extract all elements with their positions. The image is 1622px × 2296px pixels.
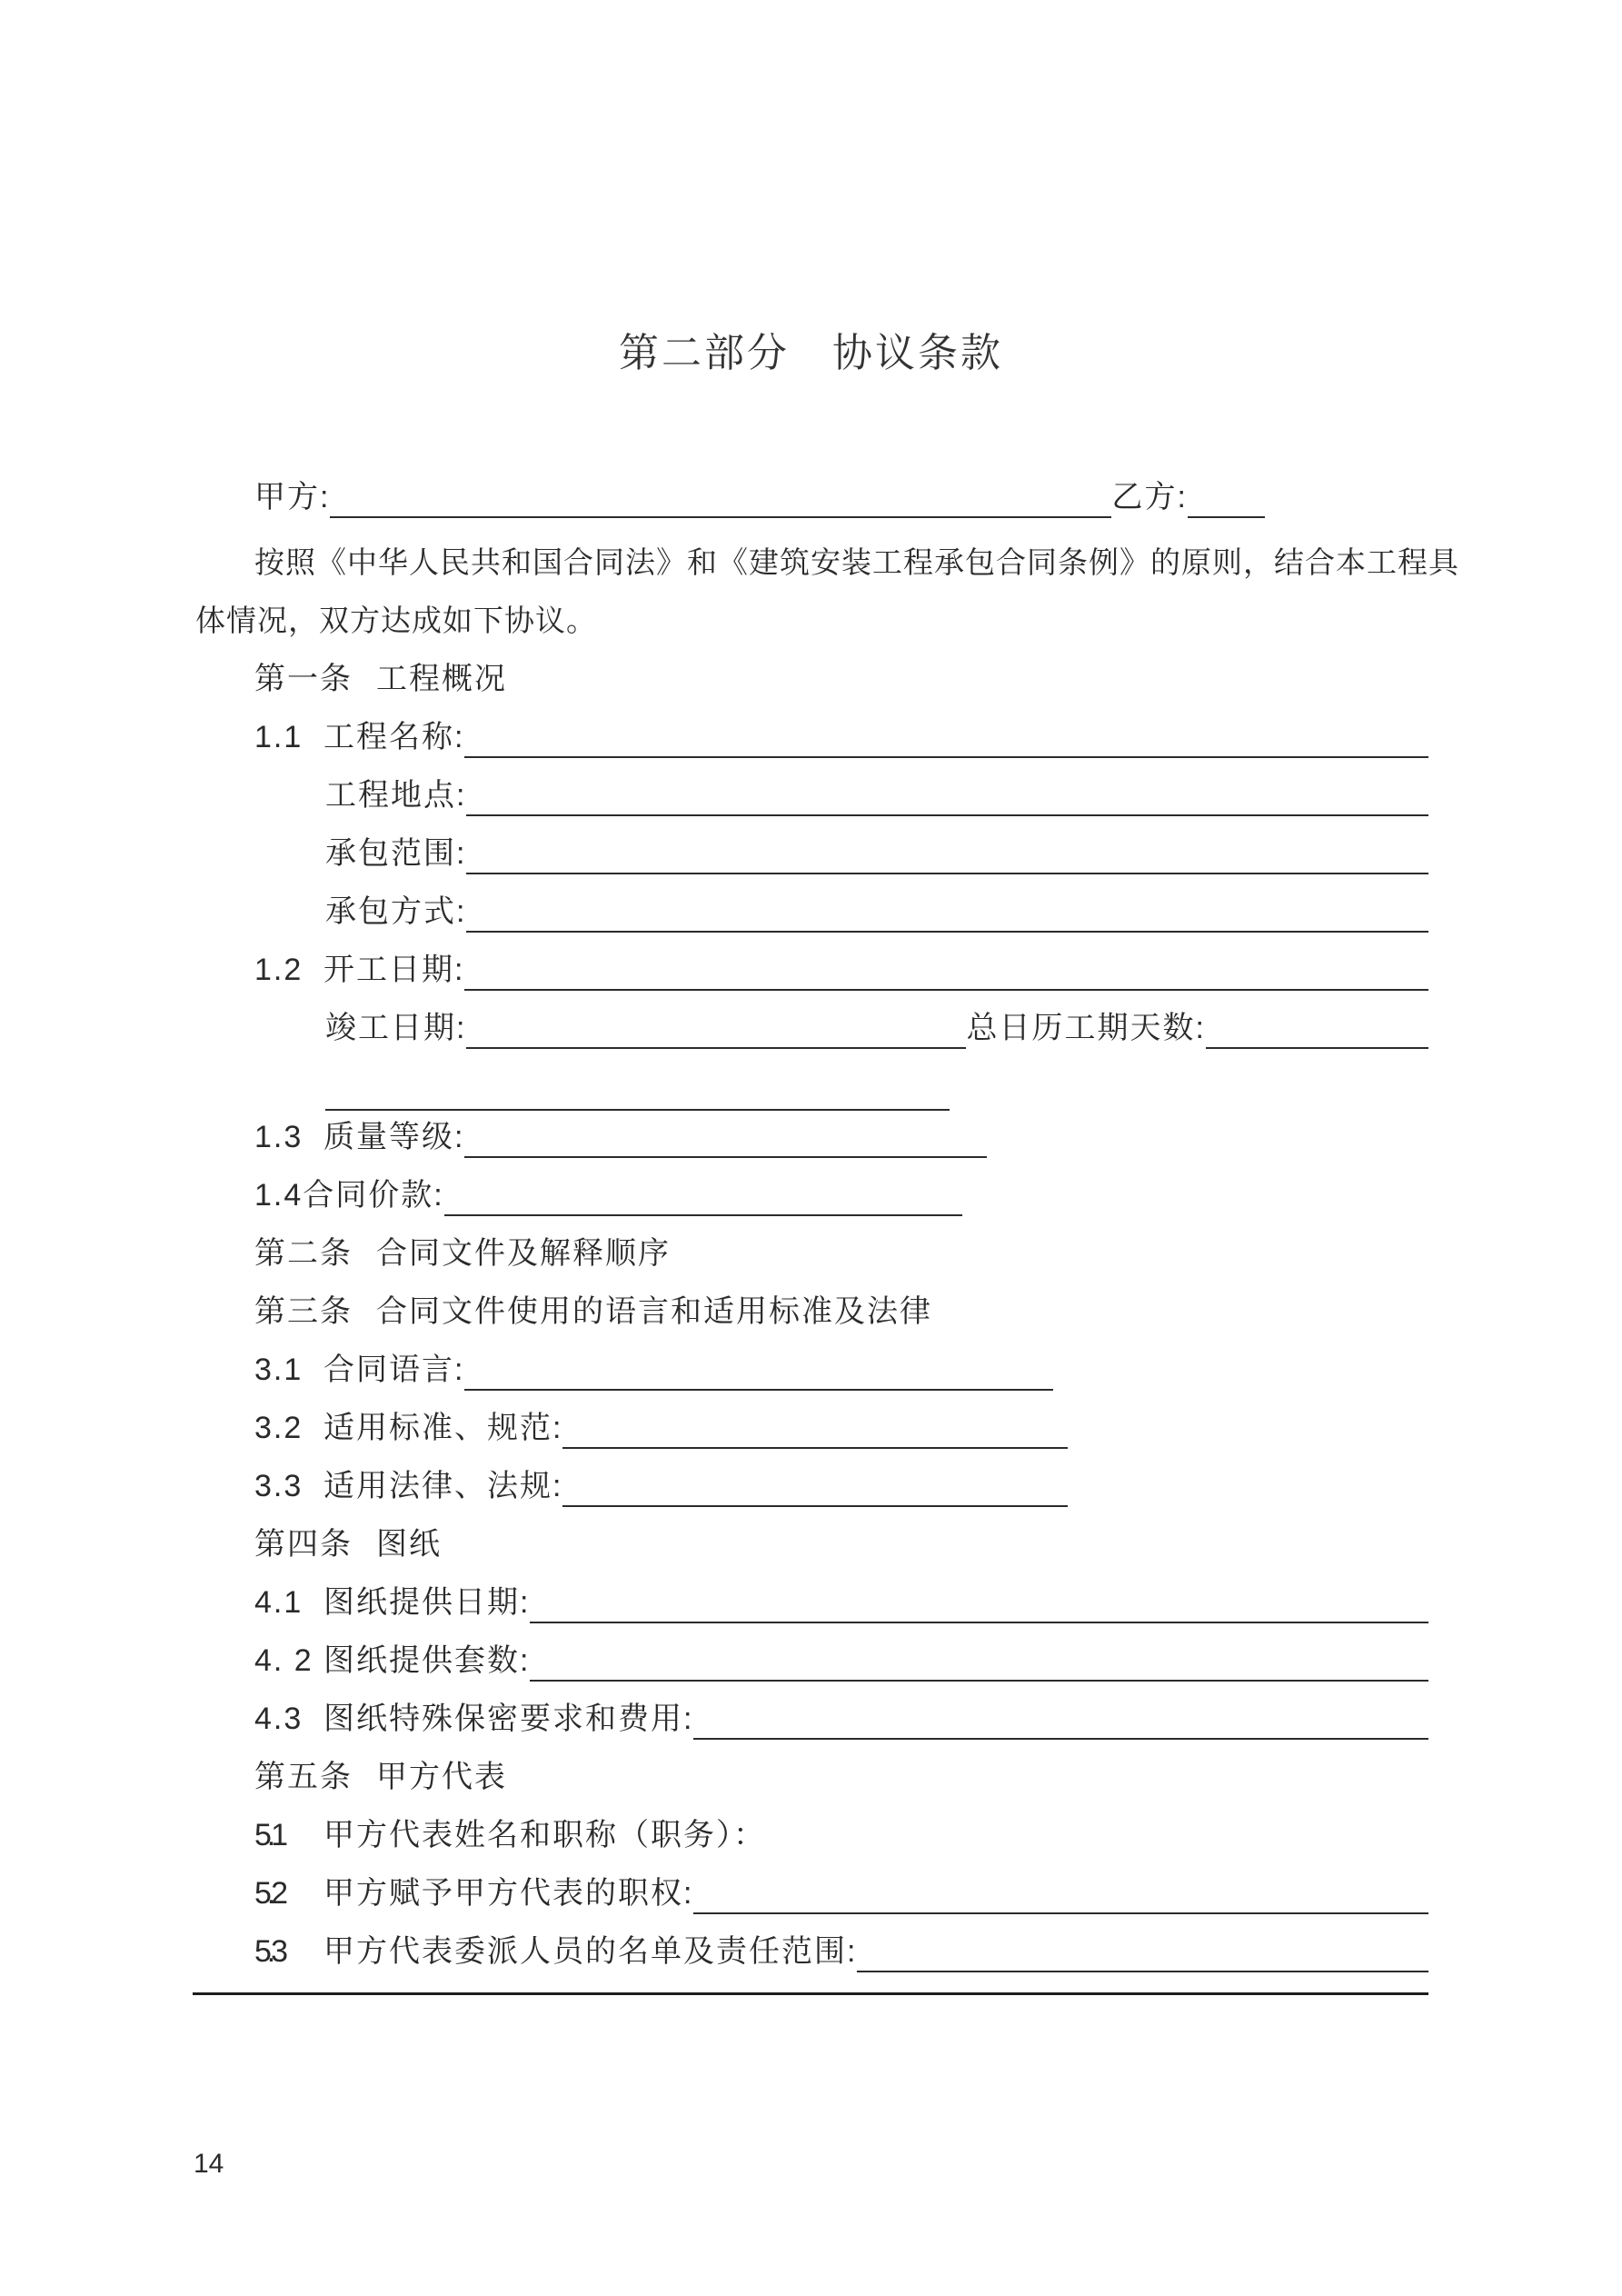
clause-2-title: 合同文件及解释顺序: [376, 1236, 671, 1271]
total-days-blank-line: [1206, 1007, 1428, 1049]
item-number: 3.1: [254, 1353, 304, 1387]
project-name-field: [254, 716, 1428, 758]
party-row: [254, 476, 1428, 518]
page-title: 第二部分 协议条款: [619, 331, 1003, 375]
completion-date-row: [325, 1007, 1428, 1049]
completion-date-blank-line: [466, 1007, 966, 1049]
applicable-standards-field: [254, 1407, 1428, 1449]
party-a-label: 甲方:: [254, 480, 331, 514]
rep-authority-field: [254, 1872, 1428, 1914]
field-label: 适用标准、规范:: [323, 1411, 563, 1445]
clause-3-heading: [254, 1291, 1428, 1333]
clause-5-heading: [254, 1756, 1428, 1798]
party-a-blank-line: [330, 476, 1111, 518]
item-number: 1.3: [254, 1120, 304, 1154]
drawing-date-field: [254, 1582, 1428, 1623]
blank-line: [530, 1640, 1428, 1682]
blank-line: [693, 1698, 1428, 1740]
field-label: 合同价款:: [303, 1178, 444, 1213]
clause-1-heading: [254, 658, 1428, 700]
start-date-field: [254, 949, 1428, 991]
field-label: 甲方代表姓名和职称（职务）：: [323, 1818, 766, 1852]
clause-5-title: 甲方代表: [376, 1760, 507, 1794]
preamble-line-2: 体情况，双方达成如下协议。: [195, 604, 597, 637]
party-b-label: 乙方:: [1111, 480, 1188, 514]
drawing-sets-field: [254, 1640, 1428, 1682]
item-number: 1.1: [254, 720, 304, 754]
item-number: 1.4: [254, 1178, 304, 1213]
clause-1-title: 工程概况: [376, 662, 507, 696]
contract-language-field: [254, 1349, 1428, 1391]
item-number: 4. 2: [254, 1643, 313, 1678]
clause-1-number: 第一条: [254, 662, 353, 696]
completion-date-label: 竣工日期:: [325, 1011, 467, 1045]
blank-line: [562, 1407, 1068, 1449]
clause-3-number: 第三条: [254, 1294, 353, 1329]
field-label: 合同语言:: [323, 1353, 465, 1387]
blank-line: [464, 1349, 1053, 1391]
blank-line: [857, 1931, 1428, 1972]
field-label: 图纸特殊保密要求和费用:: [323, 1702, 694, 1736]
continuation-blank-row: [325, 1069, 1428, 1111]
clause-4-heading: [254, 1523, 1428, 1565]
item-number: 4.3: [254, 1702, 304, 1736]
blank-line: [464, 716, 1428, 758]
page-number: 14: [194, 2149, 224, 2179]
clause-2-number: 第二条: [254, 1236, 353, 1271]
party-b-blank-line: [1188, 476, 1265, 518]
preamble-line-1: 按照《中华人民共和国合同法》和《建筑安装工程承包合同条例》的原则，结合本工程具: [254, 545, 1459, 579]
item-number: 5.2: [254, 1876, 284, 1911]
item-number: 5.3: [254, 1934, 284, 1969]
footer-rule: [193, 1992, 1428, 1995]
blank-line: [530, 1582, 1428, 1623]
clause-3-title: 合同文件使用的语言和适用标准及法律: [376, 1294, 932, 1329]
item-number: 3.2: [254, 1411, 304, 1445]
blank-line: [466, 891, 1428, 933]
blank-line: [466, 833, 1428, 874]
field-label: 承包方式:: [325, 894, 467, 929]
field-label: 工程地点:: [325, 778, 467, 813]
drawing-confidentiality-field: [254, 1698, 1428, 1740]
field-label: 图纸提供套数:: [323, 1643, 531, 1678]
blank-line: [562, 1465, 1068, 1507]
field-label: 甲方赋予甲方代表的职权:: [323, 1876, 694, 1911]
contract-price-field: [254, 1174, 1428, 1216]
item-number: 5.1: [254, 1818, 284, 1852]
clause-4-title: 图纸: [376, 1527, 442, 1562]
contract-method-field: [325, 891, 1428, 933]
field-label: 质量等级:: [323, 1120, 465, 1154]
field-label: 工程名称:: [323, 720, 465, 754]
quality-grade-field: [254, 1116, 1428, 1158]
contract-scope-field: [325, 833, 1428, 874]
field-label: 承包范围:: [325, 836, 467, 871]
blank-line: [466, 774, 1428, 816]
clause-2-heading: [254, 1233, 1428, 1274]
applicable-laws-field: [254, 1465, 1428, 1507]
blank-line: [444, 1174, 962, 1216]
blank-line: [464, 1116, 987, 1158]
field-label: 开工日期:: [323, 953, 465, 987]
total-days-label: 总日历工期天数:: [966, 1011, 1206, 1045]
field-label: 甲方代表委派人员的名单及责任范围:: [323, 1934, 858, 1969]
field-label: 图纸提供日期:: [323, 1585, 531, 1620]
rep-delegates-field: [254, 1931, 1428, 1972]
rep-name-title-row: [254, 1814, 1428, 1856]
blank-line: [693, 1872, 1428, 1914]
item-number: 4.1: [254, 1585, 304, 1620]
item-number: 3.3: [254, 1469, 304, 1503]
item-number: 1.2: [254, 953, 304, 987]
blank-line: [464, 949, 1428, 991]
field-label: 适用法律、法规:: [323, 1469, 563, 1503]
continuation-blank-line: [325, 1069, 950, 1111]
project-location-field: [325, 774, 1428, 816]
clause-4-number: 第四条: [254, 1527, 353, 1562]
clause-5-number: 第五条: [254, 1760, 353, 1794]
